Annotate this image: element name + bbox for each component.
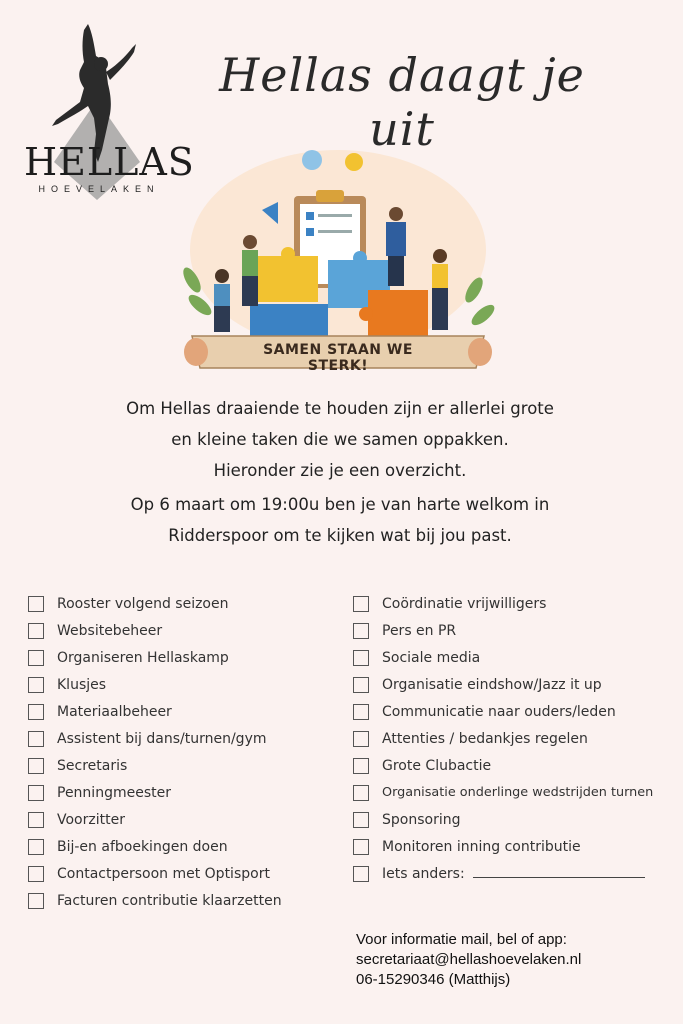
page-title: Hellas daagt je uit: [219, 48, 585, 156]
task-checkbox[interactable]: [28, 812, 44, 828]
task-item: [28, 833, 328, 860]
task-label: Materiaalbeheer: [57, 703, 172, 720]
task-checkbox[interactable]: [353, 785, 369, 801]
teamwork-illustration: [178, 140, 498, 372]
task-checkbox[interactable]: [353, 866, 369, 882]
intro-line: Op 6 maart om 19:00u ben je van harte welkom in: [130, 495, 550, 514]
task-checkbox[interactable]: [353, 623, 369, 639]
task-checkbox[interactable]: [28, 785, 44, 801]
task-item: [28, 752, 328, 779]
task-checkbox[interactable]: [353, 650, 369, 666]
task-label: Sociale media: [382, 649, 481, 666]
task-label: Communicatie naar ouders/leden: [382, 703, 616, 720]
intro-line: Om Hellas draaiende te houden zijn er allerlei grote: [126, 399, 554, 418]
contact-phone: 06-15290346 (Matthijs): [356, 971, 511, 988]
task-label: Organiseren Hellaskamp: [57, 649, 229, 666]
task-item: [353, 779, 673, 806]
task-label: Iets anders:: [382, 865, 465, 882]
task-checkbox[interactable]: [28, 839, 44, 855]
other-write-in-line[interactable]: [473, 877, 645, 878]
task-item: [28, 590, 328, 617]
task-item: [353, 644, 673, 671]
task-item: [28, 806, 328, 833]
task-checkbox[interactable]: [28, 731, 44, 747]
task-item: [353, 590, 673, 617]
task-checkbox[interactable]: [28, 677, 44, 693]
heart-icon: [302, 150, 322, 170]
lightbulb-icon: [345, 153, 363, 171]
task-item: [353, 833, 673, 860]
task-checkbox[interactable]: [28, 866, 44, 882]
task-label: Penningmeester: [57, 784, 171, 801]
task-checkbox[interactable]: [28, 704, 44, 720]
task-checkbox[interactable]: [353, 839, 369, 855]
task-list-left: [28, 590, 328, 914]
task-label: Rooster volgend seizoen: [57, 595, 229, 612]
hellas-logo: [22, 22, 195, 202]
task-checkbox[interactable]: [353, 596, 369, 612]
task-label: Attenties / bedankjes regelen: [382, 730, 588, 747]
task-label: Organisatie eindshow/Jazz it up: [382, 676, 602, 693]
task-label: Coördinatie vrijwilligers: [382, 595, 547, 612]
task-item: [353, 752, 673, 779]
logo-wordmark: HELLAS: [24, 140, 195, 184]
logo-subtitle: HOEVELAKEN: [38, 184, 160, 194]
task-item: [28, 860, 328, 887]
task-item: [28, 671, 328, 698]
task-label: Sponsoring: [382, 811, 461, 828]
task-item: [28, 698, 328, 725]
banner-slogan: SAMEN STAAN WE STERK!: [263, 342, 413, 374]
task-label: Assistent bij dans/turnen/gym: [57, 730, 267, 747]
task-label: Organisatie onderlinge wedstrijden turnen: [382, 785, 654, 800]
task-item: [353, 671, 673, 698]
task-label: Secretaris: [57, 757, 128, 774]
task-item: [28, 779, 328, 806]
task-label: Websitebeheer: [57, 622, 163, 639]
task-checkbox[interactable]: [28, 758, 44, 774]
intro-line: Hieronder zie je een overzicht.: [213, 461, 467, 480]
task-checkbox[interactable]: [353, 704, 369, 720]
task-label: Facturen contributie klaarzetten: [57, 892, 282, 909]
task-item: [353, 725, 673, 752]
task-list-right: [353, 590, 673, 887]
task-checkbox[interactable]: [353, 758, 369, 774]
contact-email: secretariaat@hellashoevelaken.nl: [356, 951, 582, 968]
task-checkbox[interactable]: [28, 596, 44, 612]
contact-info: [356, 930, 656, 990]
task-checkbox[interactable]: [28, 650, 44, 666]
task-checkbox[interactable]: [28, 893, 44, 909]
task-label: Pers en PR: [382, 622, 457, 639]
task-item: [28, 617, 328, 644]
intro-text: [60, 393, 620, 551]
task-label: Voorzitter: [57, 811, 125, 828]
task-item: [353, 698, 673, 725]
task-item-other: [353, 860, 673, 887]
task-label: Monitoren inning contributie: [382, 838, 581, 855]
task-label: Contactpersoon met Optisport: [57, 865, 270, 882]
task-item: [28, 725, 328, 752]
task-label: Grote Clubactie: [382, 757, 492, 774]
task-checkbox[interactable]: [28, 623, 44, 639]
task-label: Klusjes: [57, 676, 107, 693]
intro-line: en kleine taken die we samen oppakken.: [171, 430, 509, 449]
contact-heading: Voor informatie mail, bel of app:: [356, 931, 567, 948]
task-checkbox[interactable]: [353, 677, 369, 693]
task-item: [28, 887, 328, 914]
task-label: Bij-en afboekingen doen: [57, 838, 228, 855]
task-checkbox[interactable]: [353, 731, 369, 747]
task-item: [353, 806, 673, 833]
intro-line: Ridderspoor om te kijken wat bij jou past.: [168, 526, 512, 545]
task-item: [28, 644, 328, 671]
task-item: [353, 617, 673, 644]
task-checkbox[interactable]: [353, 812, 369, 828]
